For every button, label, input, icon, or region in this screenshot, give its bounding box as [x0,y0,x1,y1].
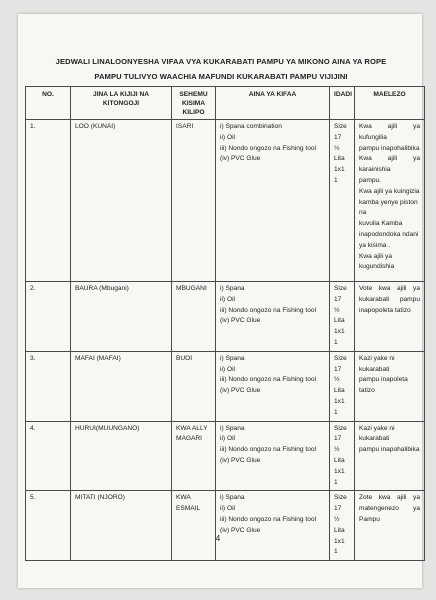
idadi-item: 1 [334,338,338,346]
idadi-item: Size 17 [334,285,347,303]
idadi-item: 1 [334,176,338,184]
header-idadi: IDADI [330,87,355,120]
aina-item: i) Spana [220,285,245,292]
aina-item: iii) Nondo ongozo na Fishing tool [220,376,317,384]
maelezo-line: Pampu [359,515,380,523]
cell-no: 1. [26,120,71,282]
aina-item: iii) Nondo ongozo na Fishing tool [220,306,317,314]
maelezo-line: Kazi yake ni kukarabati [359,424,395,443]
cell-kijiji: BAURA (Mbugani) [71,282,172,352]
cell-no: 3. [26,351,71,421]
maelezo-line: Zote kwa ajili ya [359,494,420,502]
aina-item: (iv) PVC Glue [220,387,261,395]
cell-no: 2. [26,282,71,352]
idadi-item: Size 17 [334,424,347,443]
cell-sehemu: MBUGANI [172,282,216,352]
aina-item: ii) Oil [220,365,236,373]
idadi-item: Size 17 [334,123,347,141]
title-line-1: JEDWALI LINALOONYESHA VIFAA VYA KUKARABATI PAMPU YA MIKONO AINA YA ROPE [55,57,387,66]
table-row [26,421,425,491]
idadi-item: 1x1 [334,397,345,405]
aina-item: i) Spana [220,494,245,502]
cell-kijiji: HURUI(MUUNGANO) [71,421,172,491]
maelezo-line: Kwa ajili ya [359,252,392,260]
page-number: 4 [215,534,221,543]
header-sehemu: SEHEMU KISIMA KILIPO [172,87,216,120]
cell-kijiji: LOO (KUNAI) [71,120,172,282]
cell-aina [216,351,330,421]
maelezo-line: matengenezo ya [359,505,420,513]
aina-item: (iv) PVC Glue [220,456,261,464]
idadi-item: 1x1 [334,166,345,174]
cell-sehemu: ISARI [172,120,216,282]
cell-kijiji: MAFAI (MAFAI) [71,351,172,421]
maelezo-line: pampu. [359,176,381,184]
aina-item: i) Spana [220,354,245,362]
table-row [26,120,425,282]
cell-aina [216,421,330,491]
maelezo-line: inapodondoka ndani [359,230,419,238]
idadi-item: ½ Lita [334,306,345,325]
aina-item: (iv) PVC Glue [220,526,261,534]
idadi-item: 1x1 [334,537,345,545]
header-no: NO. [26,87,71,120]
maelezo-line: kuvulia Kamba [359,220,403,228]
maelezo-line: Kazi yake ni kukarabati [359,354,395,373]
document-title [38,54,404,84]
cell-idadi [330,351,355,421]
header-aina: AINA YA KIFAA [216,87,330,120]
aina-item: iii) Nondo ongozo na Fishing tool [220,446,317,454]
cell-no: 4. [26,421,71,491]
idadi-item: ½ Lita [334,144,345,163]
table-row [26,282,425,352]
cell-sehemu: BUOI [172,351,216,421]
cell-maelezo [355,120,425,282]
maelezo-line: ya kisima . [359,241,391,249]
aina-item: i) Spana combination [220,123,282,130]
aina-item: ii) Oil [220,435,236,443]
aina-item: i) Spana [220,424,245,432]
aina-item: ii) Oil [220,295,236,303]
cell-idadi [330,120,355,282]
maelezo-line: kugundishia [359,263,395,271]
maelezo-line: Kwa ajili ya kufungilia [359,123,420,141]
table-row [26,351,425,421]
header-kijiji: JINA LA KIJIJI NA KITONGOJI [71,87,172,120]
cell-aina [216,282,330,352]
maelezo-line: pampu inapoleta tatizo [359,376,408,395]
idadi-item: 1x1 [334,328,345,336]
cell-idadi [330,282,355,352]
cell-sehemu: KWA ALLY MAGARI [172,421,216,491]
maelezo-line: pampu inapohalibika [359,144,420,152]
cell-maelezo [355,421,425,491]
idadi-item: Size 17 [334,354,347,373]
idadi-item: ½ Lita [334,376,345,395]
idadi-item: 1 [334,478,338,486]
maelezo-line: Kwa ajili ya kuingizia [359,187,420,195]
aina-item: (iv) PVC Glue [220,155,261,163]
maelezo-line: inapopoleta tatizo [359,306,411,314]
header-maelezo: MAELEZO [355,87,425,120]
maelezo-line: Kwa ajili ya karainishia [359,155,420,174]
cell-maelezo [355,491,425,561]
cell-maelezo [355,351,425,421]
idadi-item: 1x1 [334,467,345,475]
idadi-item: ½ Lita [334,515,345,534]
cell-aina [216,120,330,282]
cell-no: 5. [26,491,71,561]
maelezo-line: kamba yenye piston na [359,198,418,217]
cell-kijiji: MITATI (NJORO) [71,491,172,561]
title-line-2: PAMPU TULIVYO WAACHIA MAFUNDI KUKARABATI PAMPU VIJIJINI [94,72,348,81]
maelezo-line: kukarabati pampu [359,295,420,303]
idadi-item: 1 [334,548,338,556]
aina-item: iii) Nondo ongozo na Fishing tool [220,515,317,523]
cell-aina [216,491,330,561]
aina-item: ii) Oil [220,133,236,141]
table-header-row [26,87,425,120]
tools-table [25,86,425,561]
cell-sehemu: KWA ESMAIL [172,491,216,561]
table-row [26,491,425,561]
maelezo-line: pampu inapohalibika [359,446,420,454]
idadi-item: 1 [334,408,338,416]
idadi-item: Size 17 [334,494,347,513]
maelezo-line: Vote kwa ajili ya [359,285,420,292]
aina-item: ii) Oil [220,505,236,513]
cell-maelezo [355,282,425,352]
idadi-item: ½ Lita [334,446,345,464]
cell-idadi [330,491,355,561]
aina-item: (iv) PVC Glue [220,317,261,325]
cell-idadi [330,421,355,491]
aina-item: iii) Nondo ongozo na Fishing tool [220,144,317,152]
